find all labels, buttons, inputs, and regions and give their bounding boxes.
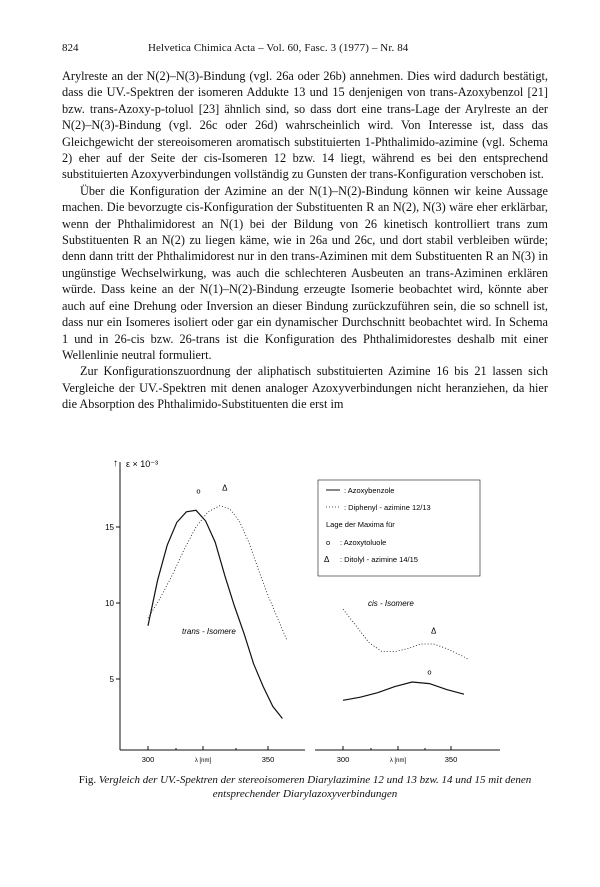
y-tick-label: 10 xyxy=(105,599,114,608)
maximum-marker-circle: o xyxy=(196,486,201,496)
legend-diphenyl-azimine: : Diphenyl - azimine 12/13 xyxy=(344,503,431,512)
y-axis-label: ε × 10⁻³ xyxy=(126,459,159,469)
legend-maxima-heading: Lage der Maxima für xyxy=(326,520,395,529)
y-tick-label: 15 xyxy=(105,523,114,532)
paragraph: Über die Konfiguration der Azimine an der N(1)–N(2)-Bindung können wir keine Aussage machen. Die bevorzugte cis-Konfiguration der Substituenten R an N(2), N(3) wäre eher erklärbar, wenn der Phthalimidorest an N(1) bei der Bildung von 26 kinetisch kontrolliert trans zum Substituenten R an N(2) zu liegen käme, wie in 26a und 26c, und dort stabil verbleiben würde; denn dann tritt der Phthalimidorest nur in den trans-Aziminen mit dem Substituenten R an N(3) in ungünstige Wechselwirkung, was auch die schlechteren Ausbeuten an trans-Aziminen erklären würde. Dass keine an der N(1)–N(2)-Bindung erzeugte Isomerie beobachtet wird, könnte aber auch auf eine Drehung oder Inversion an dieser Bindung zurückzuführen sein, die so schnell ist, dass nur ein Isomeres isoliert oder gar ein dynamischer Durchschnitt beobachtet wird. In Schema 1 und in 26-cis bzw. 26-trans ist die Konfiguration des Phthalimidorestes deshalb mit einer Wellenlinie neutral formuliert. xyxy=(62,183,548,362)
figure-caption xyxy=(62,773,548,801)
x-tick-label: 350 xyxy=(444,755,458,764)
legend-azoxybenzole: : Azoxybenzole xyxy=(344,486,395,495)
spectra-chart xyxy=(100,452,510,774)
x-tick-label: 300 xyxy=(141,755,155,764)
y-axis-arrow: ↑ xyxy=(113,458,118,469)
legend-circle-symbol: o xyxy=(326,538,331,547)
legend-ditolyl-azimine: : Ditolyl - azimine 14/15 xyxy=(340,555,418,564)
legend-triangle-symbol: Δ xyxy=(324,555,330,564)
x-axis-unit-label: λ [nm] xyxy=(389,758,407,764)
x-axis-unit-label: λ [nm] xyxy=(194,758,212,764)
y-tick-label: 5 xyxy=(109,675,114,684)
legend xyxy=(318,480,480,576)
cis-azoxy-curve xyxy=(343,682,464,700)
cis-azimine-curve xyxy=(343,609,468,659)
trans-azimine-curve xyxy=(148,506,287,641)
cis-isomer-label: cis - Isomere xyxy=(368,599,414,608)
body-text xyxy=(62,68,548,413)
page-number: 824 xyxy=(62,42,79,54)
paragraph: Zur Konfigurationszuordnung der aliphatisch substituierten Azimine 16 bis 21 lassen sich Vergleiche der UV.-Spektren mit denen analoger Azoxyverbindungen nicht heranziehen, da hier die Absorption des Phthalimido-Substituenten die erst im xyxy=(62,364,548,412)
x-tick-label: 300 xyxy=(336,755,350,764)
uv-spectra-figure xyxy=(100,452,510,774)
x-tick-label: 350 xyxy=(261,755,275,764)
maximum-marker-triangle: Δ xyxy=(222,483,228,493)
maximum-marker-circle: o xyxy=(427,667,432,677)
trans-azoxy-curve xyxy=(148,510,282,718)
caption-text: Vergleich der UV.-Spektren der stereoisomeren Diarylazimine 12 und 13 bzw. 14 und 15 mit denen entsprechender Diarylazoxyverbindungen xyxy=(98,774,532,800)
caption-lead: Fig. xyxy=(78,774,97,786)
maximum-marker-triangle: Δ xyxy=(431,626,437,636)
running-header xyxy=(62,42,548,58)
legend-azoxytoluole: : Azoxytoluole xyxy=(340,538,387,547)
running-title: Helvetica Chimica Acta – Vol. 60, Fasc. 3 (1977) – Nr. 84 xyxy=(148,42,409,54)
paragraph: Arylreste an der N(2)–N(3)-Bindung (vgl. 26a oder 26b) annehmen. Dies wird dadurch bestätigt, dass die UV.-Spektren der isomeren Addukte 13 und 15 denjenigen von trans-Azoxybenzol [21] bzw. trans-Azoxy-p-toluol [23] ähnlich sind, so dass dort eine trans-Lage der Arylreste an der N(2)–N(3)-Bindung (vgl. 26c oder 26d) wahrscheinlich wird. Von Interesse ist, dass das Gleichgewicht der stereoisomeren aromatisch substituierten 1-Phthalimido-azimine (vgl. Schema 2) eher auf der Seite der cis-Isomeren 12 bzw. 14 liegt, während es bei den entsprechend substituierten Azoxyverbindungen vollständig zu Gunsten der trans-Konfiguration verschoben ist. xyxy=(62,69,548,182)
trans-isomer-label: trans - Isomere xyxy=(182,627,236,636)
